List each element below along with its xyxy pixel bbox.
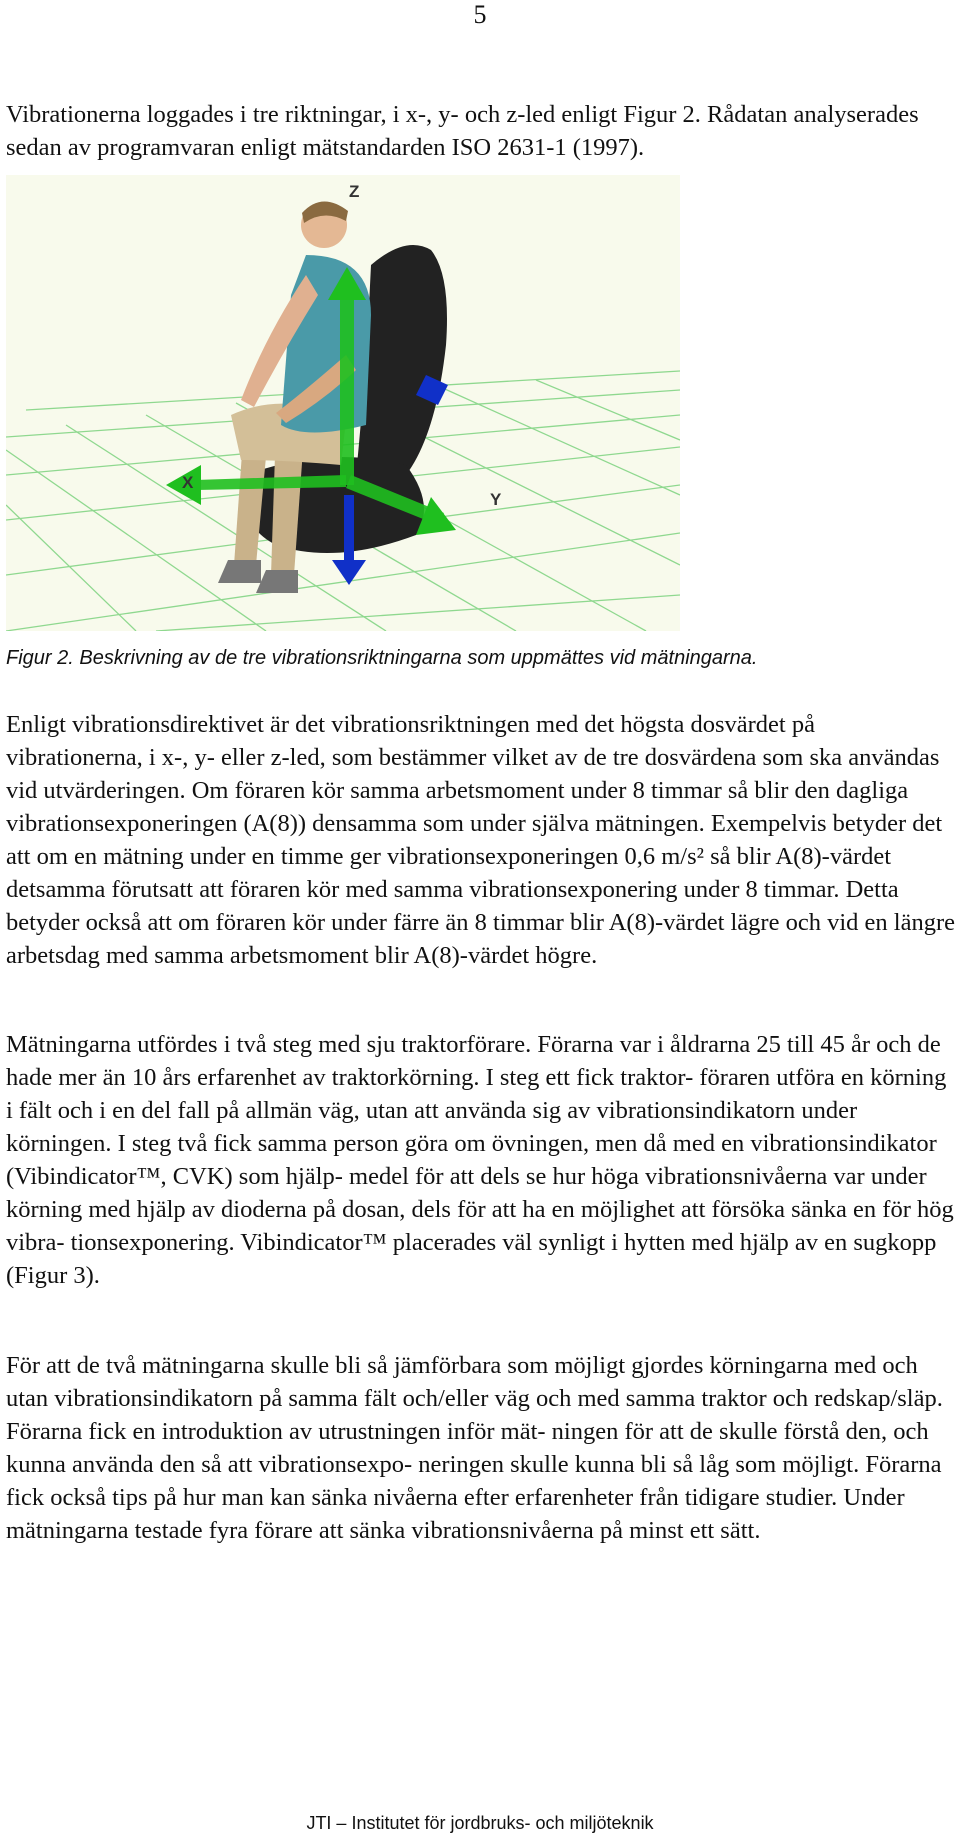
vibration-axes-figure [6,175,680,631]
seated-person-illustration [6,175,680,631]
intro-paragraph: Vibrationerna loggades i tre riktningar, i x-, y- och z-led enligt Figur 2. Rådatan analyserades sedan av programvaran enligt mätstandarden ISO 2631-1 (1997). [6,101,919,161]
page-footer: JTI – Institutet för jordbruks- och miljöteknik [306,1813,654,1833]
axis-y-label: Y [490,490,502,509]
body-paragraph-2: Mätningarna utfördes i två steg med sju traktorförare. Förarna var i åldrarna 25 till 45 år och de hade mer än 10 års erfarenhet av traktorkörning. I steg ett fick traktor- föraren utföra en körning i fält och i en del fall på allmän väg, utan att använda sig av vibrationsindikatorn under körningen. I steg två fick samma person göra om övningen, men då med en vibrationsindikator (Vibindicator™, CVK) som hjälp- medel för att dels se hur höga vibrationsnivåerna var under körning med hjälp av dioderna på dosan, dels för att ha en möjlighet att försöka sänka en för hög vibra- tionsexponering. Vibindicator™ placerades väl synligt i hytten med hjälp av en sugkopp (Figur 3). [6,1031,954,1289]
body-paragraph-1: Enligt vibrationsdirektivet är det vibrationsriktningen med det högsta dosvärdet på vibrationerna, i x-, y- eller z-led, som bestämmer vilket av de tre dosvärdena som ska användas vid utvärderingen. Om föraren kör samma arbetsmoment under 8 timmar så blir den dagliga vibrationsexponeringen (A(8)) densamma som under själva mätningen. Exempelvis betyder det att om en mätning under en timme ger vibrationsexponeringen 0,6 m/s² så blir A(8)-värdet detsamma förutsatt att föraren kör med samma vibrationsexponering under 8 timmar. Detta betyder också att om föraren kör under färre än 8 timmar blir A(8)-värdet lägre och vid en längre arbetsdag med samma arbetsmoment blir A(8)-värdet högre. [6,711,955,969]
figure-caption: Figur 2. Beskrivning av de tre vibrationsriktningarna som uppmättes vid mätningarna. [6,647,758,669]
page-number: 5 [473,0,487,29]
body-paragraph-3: För att de två mätningarna skulle bli så jämförbara som möjligt gjordes körningarna med och utan vibrationsindikatorn på samma fält och/eller väg och med samma traktor och redskap/släp. Förarna fick en introduktion av utrustningen inför mät- ningen för att de skulle förstå den, och kunna använda den så att vibrationsexpo- neringen skulle kunna bli så låg som möjligt. Förarna fick också tips på hur man kan sänka nivåerna efter erfarenheter från tidigare studier. Under mätningarna testade fyra förare att sänka vibrationsnivåerna på minst ett sätt. [6,1352,943,1544]
axis-z-label: Z [349,182,360,201]
axis-x-label: X [182,473,194,492]
